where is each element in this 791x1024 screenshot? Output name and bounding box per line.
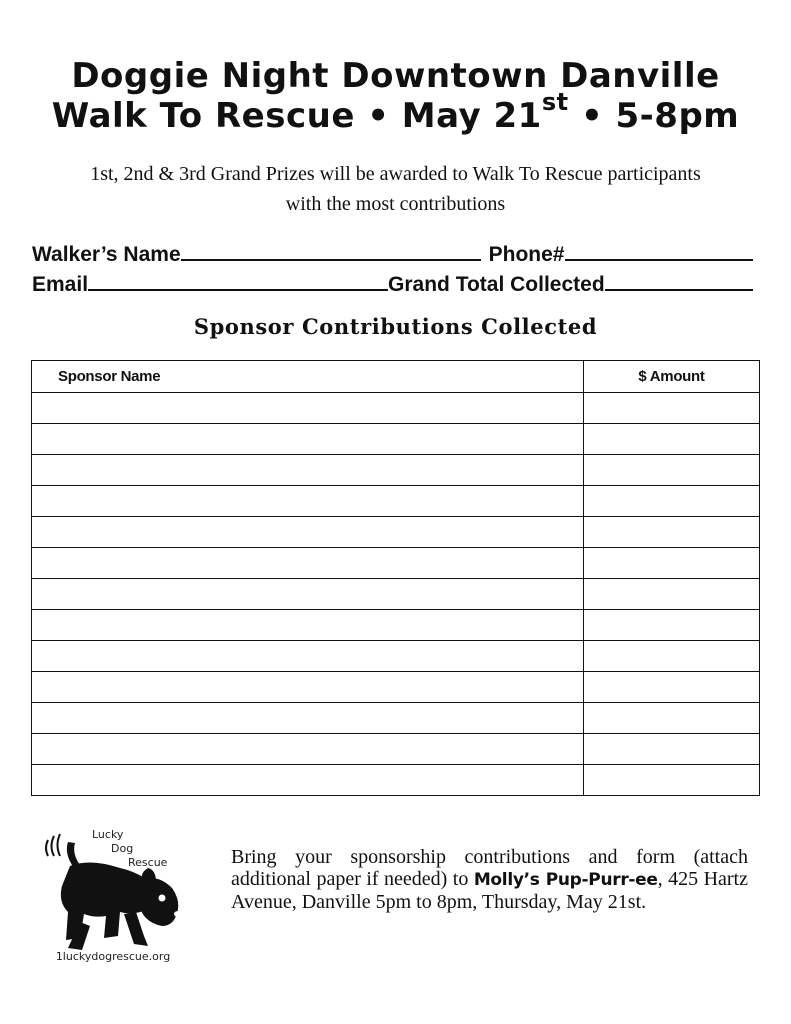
email-label: Email [32,273,89,296]
table-row [32,641,760,672]
sponsor-name-cell[interactable] [32,765,584,796]
table-header-row [32,361,760,393]
dog-eye [159,895,166,902]
walker-row [32,240,753,270]
grand-total-label: Grand Total Collected [388,273,605,296]
amount-cell[interactable] [584,703,760,734]
page-title-line-1: Doggie Night Downtown Danville [71,56,720,96]
table-row [32,703,760,734]
amount-cell[interactable] [584,641,760,672]
sponsor-name-cell[interactable] [32,548,584,579]
sponsor-table [31,360,760,796]
sponsor-name-cell[interactable] [32,517,584,548]
phone-field[interactable] [565,241,754,261]
table-row [32,486,760,517]
footer-text-after: , 425 Hartz Avenue, Danville 5pm to 8pm, Thursday, May 21st. [231,868,748,913]
table-row [32,424,760,455]
grand-total-field[interactable] [605,271,753,291]
email-field[interactable] [88,271,388,291]
sponsor-name-cell[interactable] [32,672,584,703]
intro-text [30,159,761,219]
table-row [32,765,760,796]
table-row [32,517,760,548]
table-row [32,672,760,703]
table-row [32,548,760,579]
sponsor-name-cell[interactable] [32,486,584,517]
sponsor-name-cell[interactable] [32,455,584,486]
amount-cell[interactable] [584,765,760,796]
amount-cell[interactable] [584,486,760,517]
section-title: Sponsor Contributions Collected [193,314,598,339]
logo-word-lucky: Lucky [92,828,124,841]
page-title-line-2 [0,88,791,136]
footer-instructions [231,846,748,913]
amount-cell[interactable] [584,548,760,579]
title-date-suffix: st [541,88,569,116]
table-row [32,610,760,641]
intro-line-1: 1st, 2nd & 3rd Grand Prizes will be awarded to Walk To Rescue participants [90,163,701,185]
table-row [32,734,760,765]
dog-nose-highlight [174,911,182,917]
amount-cell[interactable] [584,734,760,765]
phone-label: Phone# [488,243,565,266]
amount-cell[interactable] [584,517,760,548]
table-row [32,579,760,610]
walker-name-label: Walker’s Name [32,243,181,266]
column-header-sponsor-name: Sponsor Name [32,361,584,393]
amount-cell[interactable] [584,393,760,424]
sponsor-name-cell[interactable] [32,734,584,765]
amount-cell[interactable] [584,455,760,486]
column-header-amount: $ Amount [584,361,760,393]
walker-info-fields [32,240,753,300]
sponsor-name-cell[interactable] [32,703,584,734]
amount-cell[interactable] [584,579,760,610]
table-row [32,393,760,424]
logo-word-rescue: Rescue [128,856,168,869]
sponsor-name-cell[interactable] [32,424,584,455]
intro-line-2: with the most contributions [285,193,506,215]
amount-cell[interactable] [584,610,760,641]
amount-cell[interactable] [584,672,760,703]
sponsor-name-cell[interactable] [32,579,584,610]
sponsor-name-cell[interactable] [32,641,584,672]
sponsor-name-cell[interactable] [32,393,584,424]
amount-cell[interactable] [584,424,760,455]
sponsor-table-body [32,393,760,796]
walker-name-field[interactable] [181,241,481,261]
footer-shop-name: Molly’s Pup-Purr-ee [473,870,658,890]
logo-url: 1luckydogrescue.org [55,950,171,963]
logo-word-dog: Dog [111,842,134,855]
title-date-text: Walk To Rescue • May 21 [51,96,542,136]
sponsor-name-cell[interactable] [32,610,584,641]
title-time-text: • 5-8pm [568,96,740,136]
email-row [32,270,753,300]
footer-text-before: Bring your sponsorship contributions and form (attach additional paper if needed) to [231,846,748,890]
table-row [32,455,760,486]
